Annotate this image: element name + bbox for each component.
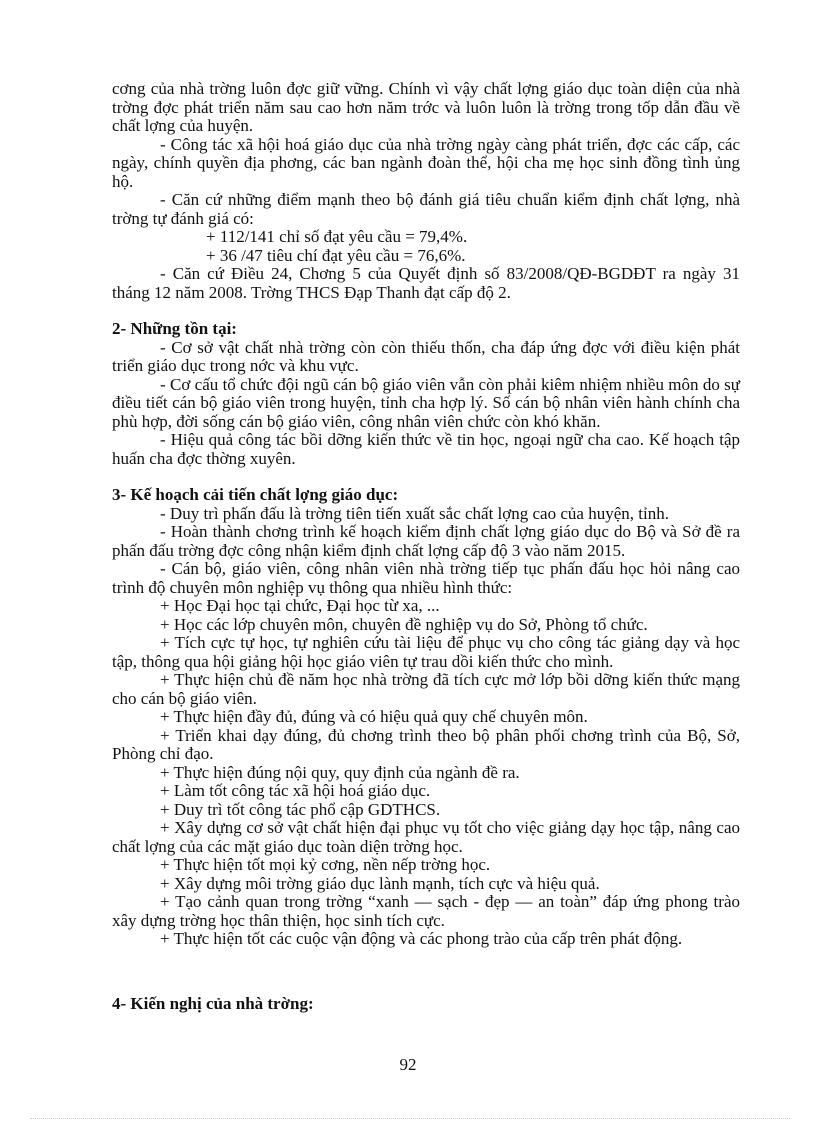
section-heading-3: 3- Kế hoạch cải tiến chất lợng giáo dục: <box>112 485 399 504</box>
plan-1: - Duy trì phấn đấu là trờng tiên tiến xuất sắc chất lợng cao của huyện, tỉnh. <box>160 503 669 523</box>
document-body <box>112 80 740 1013</box>
weakness-3: - Hiệu quả công tác bồi dỡng kiến thức về tin học, ngoại ngữ cha cao. Kế hoạch tập huấn cha đợc thờng xuyên. <box>112 430 740 468</box>
stat-indicators: + 112/141 chỉ số đạt yêu cầu = 79,4%. <box>206 227 468 246</box>
plan-sub-13: + Tạo cảnh quan trong trờng “xanh — sạch - đẹp — an toàn” đáp ứng phong trào xây dựng trờng học thân thiện, học sinh tích cực. <box>112 892 740 930</box>
plan-sub-3: + Tích cực tự học, tự nghiên cứu tài liệu để phục vụ cho công tác giảng dạy và học tập, thông qua hội giảng hội học giáo viên tự trau dồi kiến thức cho mình. <box>112 633 740 671</box>
spacer <box>112 949 740 977</box>
plan-sub-4: + Thực hiện chủ đề năm học nhà trờng đã tích cực mở lớp bồi dỡng kiến thức mạng cho cán bộ giáo viên. <box>112 670 740 708</box>
section-heading-2: 2- Những tồn tại: <box>112 319 237 338</box>
social-paragraph: - Công tác xã hội hoá giáo dục của nhà trờng ngày càng phát triển, đợc các cấp, các ngày, chính quyền địa phơng, các ban ngành đoàn thể, hội cha mẹ học sinh đồng tình ủng hộ. <box>112 134 740 191</box>
plan-sub-5: + Thực hiện đầy đủ, đúng và có hiệu quả quy chế chuyên môn. <box>160 707 588 726</box>
plan-sub-9: + Duy trì tốt công tác phổ cập GDTHCS. <box>160 799 441 819</box>
page-number: 92 <box>399 1055 417 1074</box>
plan-sub-7: + Thực hiện đúng nội quy, quy định của ngành đề ra. <box>160 762 520 782</box>
plan-sub-2: + Học các lớp chuyên môn, chuyên đề nghiệp vụ do Sở, Phòng tổ chức. <box>160 614 648 634</box>
plan-3: - Cán bộ, giáo viên, công nhân viên nhà trờng tiếp tục phấn đấu học hỏi nâng cao trình độ chuyên môn nghiệp vụ thông qua nhiều hình thức: <box>112 559 740 597</box>
stat-criteria: + 36 /47 tiêu chí đạt yêu cầu = 76,6%. <box>206 245 466 265</box>
plan-sub-8: + Làm tốt công tác xã hội hoá giáo dục. <box>160 781 431 800</box>
strengths-paragraph: - Căn cứ những điểm mạnh theo bộ đánh giá tiêu chuẩn kiểm định chất lợng, nhà trờng tự đánh giá có: <box>112 190 740 228</box>
weakness-1: - Cơ sở vật chất nhà trờng còn còn thiếu thốn, cha đáp ứng đợc với điều kiện phát triển giáo dục trong nớc và khu vực. <box>112 337 740 375</box>
weakness-2: - Cơ cấu tổ chức đội ngũ cán bộ giáo viên vẫn còn phải kiêm nhiệm nhiều môn do sự điều tiết cán bộ giáo viên trong huyện, tỉnh cha hợp lý. Số cán bộ nhân viên hành chính cha phù hợp, đời sống cán bộ giáo viên, công nhân viên chức còn khó khăn. <box>112 374 740 431</box>
article-paragraph: - Căn cứ Điều 24, Chơng 5 của Quyết định số 83/2008/QĐ-BGDĐT ra ngày 31 tháng 12 năm 2008. Trờng THCS Đạp Thanh đạt cấp độ 2. <box>112 264 740 302</box>
plan-2: - Hoàn thành chơng trình kế hoạch kiểm định chất lợng giáo dục do Bộ và Sở đề ra phấn đấu trờng đợc công nhận kiểm định chất lợng cấp độ 3 vào năm 2015. <box>112 522 740 560</box>
plan-sub-12: + Xây dựng môi trờng giáo dục lành mạnh, tích cực và hiệu quả. <box>160 873 600 893</box>
plan-sub-1: + Học Đại học tại chức, Đại học từ xa, ... <box>160 596 440 615</box>
plan-sub-6: + Triển khai dạy đúng, đủ chơng trình theo bộ phân phối chơng trình của Bộ, Sở, Phòng chỉ đạo. <box>112 725 740 763</box>
plan-sub-14: + Thực hiện tốt các cuộc vận động và các phong trào của cấp trên phát động. <box>160 929 683 948</box>
intro-paragraph: cơng của nhà trờng luôn đợc giữ vững. Chính vì vậy chất lợng giáo dục toàn diện của nhà trờng đợc phát triển năm sau cao hơn năm trớc và luôn luôn là trờng trong tốp dẫn đầu về chất lợng của huyện. <box>112 79 740 135</box>
section-heading-4: 4- Kiến nghị của nhà trờng: <box>112 993 314 1013</box>
plan-sub-10: + Xây dựng cơ sở vật chất hiện đại phục vụ tốt cho việc giảng dạy học tập, nâng cao chất lợng của các mặt giáo dục toàn diện trờng học. <box>112 818 740 856</box>
plan-sub-11: + Thực hiện tốt mọi kỷ cơng, nền nếp trờng học. <box>160 855 491 874</box>
footer-divider <box>30 1118 790 1119</box>
